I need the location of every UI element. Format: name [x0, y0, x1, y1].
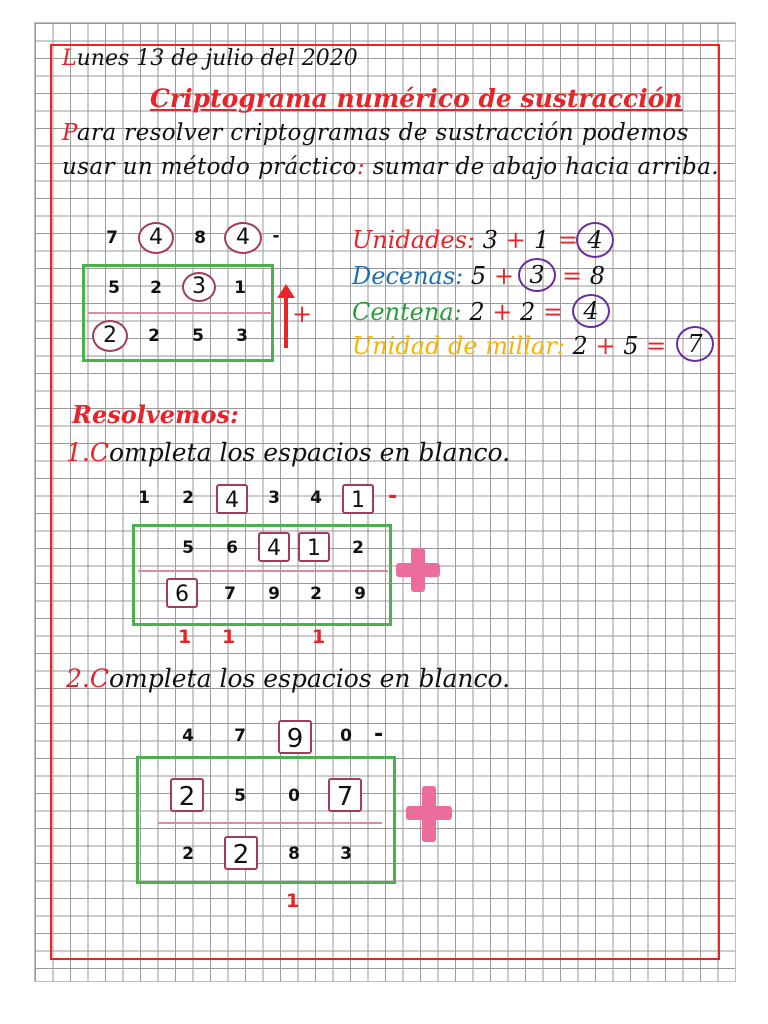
rule-unidades-operand: 1 [534, 226, 550, 254]
example-middle-circled: 3 [182, 272, 216, 302]
ex1-top-digit: 1 [138, 488, 150, 508]
ex1-carry: 1 [178, 626, 192, 648]
ex2-bottom-digit: 2 [182, 844, 194, 864]
rule-centena-result: 4 [572, 294, 610, 328]
ex2-bottom-digit: 8 [288, 844, 300, 864]
ex1-middle-digit: 6 [226, 538, 238, 558]
ex1-middle-box: 4 [258, 532, 290, 562]
example-bottom-digit: 2 [148, 326, 160, 346]
intro-line-1: Para resolver criptogramas de sustracción podemos [62, 120, 689, 146]
example-plus: + [292, 300, 313, 328]
example-middle-digit: 2 [150, 278, 162, 298]
ex2-bottom-digit: 3 [340, 844, 352, 864]
date-line [62, 46, 358, 71]
ex2-middle-box: 2 [170, 778, 204, 812]
exercise2-instruction: 2.Completa los espacios en blanco. [66, 664, 511, 693]
ex1-middle-box: 1 [298, 532, 330, 562]
rule-decenas-circled: 3 [518, 258, 556, 292]
ex2-top-digit: 0 [340, 726, 352, 746]
date-initial: L [62, 46, 77, 71]
ex2-sum-line [158, 822, 382, 824]
example-minus: - [272, 226, 280, 246]
section-heading: Resolvemos: [72, 400, 239, 429]
example-bottom-digit: 3 [236, 326, 248, 346]
ex1-bottom-digit: 7 [224, 584, 236, 604]
ex2-middle-digit: 0 [288, 786, 300, 806]
rule-decenas-result: = 8 [562, 262, 606, 290]
ex2-top-box: 9 [278, 720, 312, 754]
ex1-top-box: 4 [216, 484, 248, 514]
ex1-sum-line [138, 570, 388, 572]
example-top-digit: 7 [106, 228, 118, 248]
example-middle-digit: 5 [108, 278, 120, 298]
ex2-minus: - [374, 722, 384, 747]
example-top-circled: 4 [138, 222, 174, 254]
ex1-top-digit: 4 [310, 488, 322, 508]
example-bottom-circled: 2 [92, 320, 128, 352]
intro-initial: P [62, 120, 77, 146]
rule-millar: Unidad de millar: 2 + 5 = [352, 332, 667, 360]
example-top-circled: 4 [224, 222, 262, 254]
ex1-bottom-digit: 9 [268, 584, 280, 604]
ex1-carry: 1 [312, 626, 326, 648]
ex2-top-digit: 4 [182, 726, 194, 746]
example-bottom-digit: 5 [192, 326, 204, 346]
ex2-bottom-box: 2 [224, 836, 258, 870]
rule-decenas: Decenas: 5 + [352, 262, 514, 290]
pink-plus-icon [396, 548, 440, 592]
rule-unidades-result: 4 [576, 222, 614, 258]
rule-centena: Centena: 2 + 2 = [352, 298, 564, 326]
rule-unidades-equals: = [558, 226, 579, 254]
example-sum-line [88, 312, 272, 314]
intro-line-2: usar un método práctico: sumar de abajo hacia arriba. [62, 154, 719, 180]
ex1-middle-digit: 2 [352, 538, 364, 558]
exercise1-instruction: 1.Completa los espacios en blanco. [66, 438, 511, 467]
ex2-carry: 1 [286, 890, 300, 912]
ex1-carry: 1 [222, 626, 236, 648]
ex1-bottom-digit: 2 [310, 584, 322, 604]
pink-plus-icon [406, 786, 452, 842]
rule-unidades: Unidades: 3 + [352, 226, 526, 254]
rule-millar-result: 7 [676, 326, 714, 362]
ex2-top-digit: 7 [234, 726, 246, 746]
ex2-middle-digit: 5 [234, 786, 246, 806]
ex1-top-digit: 3 [268, 488, 280, 508]
example-middle-digit: 1 [234, 278, 246, 298]
ex1-middle-digit: 5 [182, 538, 194, 558]
page-title: Criptograma numérico de sustracción [150, 84, 683, 113]
ex1-bottom-digit: 9 [354, 584, 366, 604]
example-top-digit: 8 [194, 228, 206, 248]
ex2-green-box [136, 756, 396, 884]
ex2-middle-box: 7 [328, 778, 362, 812]
ex1-top-box: 1 [342, 484, 374, 514]
ex1-top-digit: 2 [182, 488, 194, 508]
ex1-bottom-box: 6 [166, 578, 198, 608]
ex1-minus: - [388, 484, 398, 509]
date-text: unes 13 de julio del 2020 [76, 46, 358, 71]
